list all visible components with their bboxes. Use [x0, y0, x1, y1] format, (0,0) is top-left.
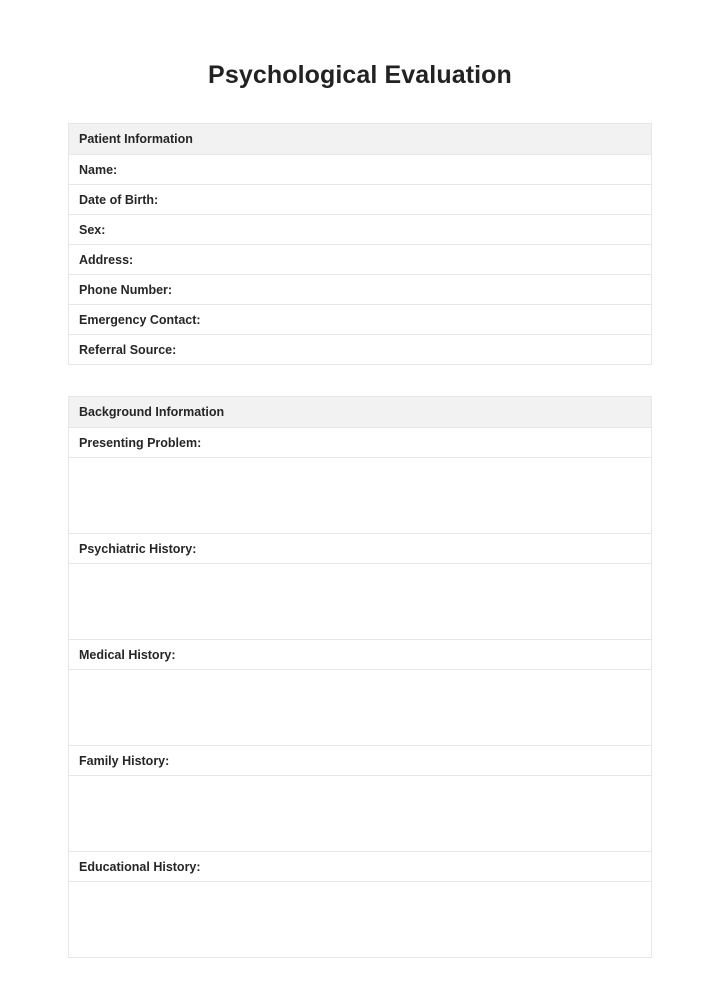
form-row-phone-number: [69, 275, 652, 305]
section-header-row: [69, 124, 652, 155]
form-row-emergency-contact: [69, 305, 652, 335]
phone-number-field-label[interactable]: Phone Number:: [69, 275, 652, 305]
family-history-label: Family History:: [69, 746, 652, 776]
presenting-problem-answer-row: [69, 458, 652, 534]
form-row-medical-history: [69, 640, 652, 670]
form-row-family-history: [69, 746, 652, 776]
section-header-row: [69, 397, 652, 428]
referral-source-field-label[interactable]: Referral Source:: [69, 335, 652, 365]
patient-information-heading: Patient Information: [69, 124, 652, 155]
form-row-presenting-problem: [69, 428, 652, 458]
form-row-sex: [69, 215, 652, 245]
educational-history-label: Educational History:: [69, 852, 652, 882]
form-row-address: [69, 245, 652, 275]
psychiatric-history-label: Psychiatric History:: [69, 534, 652, 564]
medical-history-label: Medical History:: [69, 640, 652, 670]
sex-field-label[interactable]: Sex:: [69, 215, 652, 245]
emergency-contact-field-label[interactable]: Emergency Contact:: [69, 305, 652, 335]
form-row-educational-history: [69, 852, 652, 882]
page-title: Psychological Evaluation: [208, 61, 512, 89]
background-information-table: [68, 396, 652, 958]
medical-history-answer-area[interactable]: [69, 670, 652, 746]
educational-history-answer-row: [69, 882, 652, 958]
form-row-name: [69, 155, 652, 185]
background-information-heading: Background Information: [69, 397, 652, 428]
psychiatric-history-answer-row: [69, 564, 652, 640]
family-history-answer-area[interactable]: [69, 776, 652, 852]
date-of-birth-field-label[interactable]: Date of Birth:: [69, 185, 652, 215]
address-field-label[interactable]: Address:: [69, 245, 652, 275]
patient-information-table: [68, 123, 652, 365]
presenting-problem-label: Presenting Problem:: [69, 428, 652, 458]
presenting-problem-answer-area[interactable]: [69, 458, 652, 534]
psychiatric-history-answer-area[interactable]: [69, 564, 652, 640]
family-history-answer-row: [69, 776, 652, 852]
educational-history-answer-area[interactable]: [69, 882, 652, 958]
form-row-referral-source: [69, 335, 652, 365]
name-field-label[interactable]: Name:: [69, 155, 652, 185]
form-row-date-of-birth: [69, 185, 652, 215]
medical-history-answer-row: [69, 670, 652, 746]
form-row-psychiatric-history: [69, 534, 652, 564]
